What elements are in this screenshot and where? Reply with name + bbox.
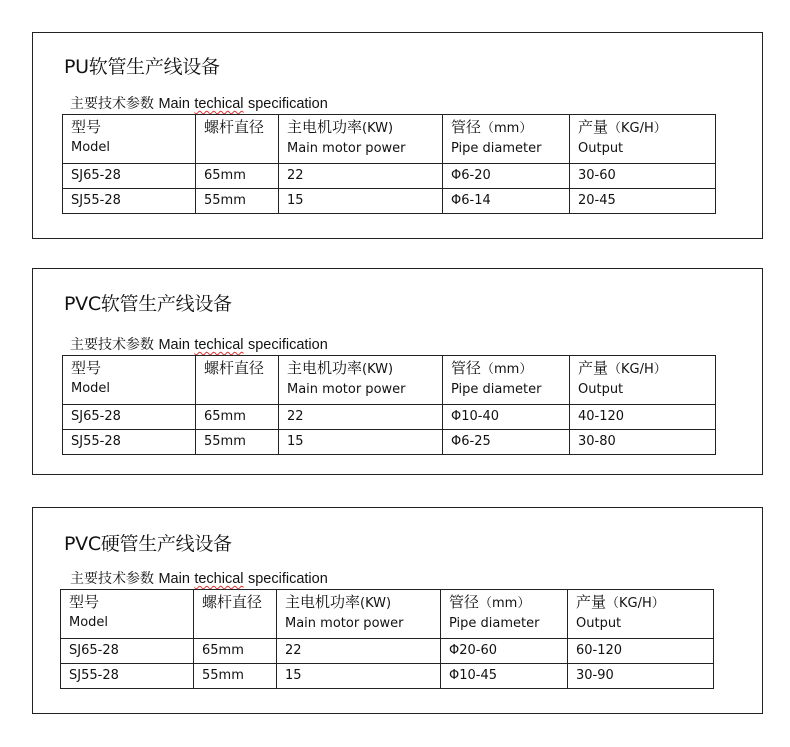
cell-output: 60-120	[568, 639, 714, 664]
header-screw-diameter: 螺杆直径	[194, 590, 277, 639]
section-subtitle	[70, 93, 328, 113]
cell-screw-diameter: 65mm	[194, 639, 277, 664]
header-model: 型号 Model	[63, 115, 196, 164]
subtitle-zh: 主要技术参数	[70, 337, 154, 353]
header-output: 产量（KG/H） Output	[568, 590, 714, 639]
subtitle-en-2: techical	[194, 571, 244, 587]
cell-screw-diameter: 55mm	[196, 189, 279, 214]
section-title: PVC硬管生产线设备	[64, 533, 232, 555]
pu-hose-line-card	[32, 32, 763, 239]
spec-table	[62, 114, 716, 214]
cell-screw-diameter: 65mm	[196, 405, 279, 430]
cell-model: SJ65-28	[63, 164, 196, 189]
spec-table	[62, 355, 716, 455]
cell-motor-power: 15	[279, 189, 443, 214]
header-model: 型号 Model	[61, 590, 194, 639]
header-motor-power: 主电机功率(KW) Main motor power	[277, 590, 441, 639]
cell-output: 30-80	[570, 430, 716, 455]
subtitle-en-3: specification	[247, 571, 328, 587]
header-pipe-diameter: 管径（mm） Pipe diameter	[443, 356, 570, 405]
cell-model: SJ65-28	[63, 405, 196, 430]
cell-output: 20-45	[570, 189, 716, 214]
header-pipe-diameter: 管径（mm） Pipe diameter	[443, 115, 570, 164]
cell-model: SJ55-28	[63, 189, 196, 214]
header-output: 产量（KG/H） Output	[570, 356, 716, 405]
subtitle-en-3: specification	[247, 96, 328, 112]
cell-model: SJ55-28	[63, 430, 196, 455]
subtitle-en-2: techical	[194, 337, 244, 353]
header-screw-diameter: 螺杆直径	[196, 356, 279, 405]
cell-pipe-diameter: Φ10-45	[441, 664, 568, 689]
header-model: 型号 Model	[63, 356, 196, 405]
cell-output: 40-120	[570, 405, 716, 430]
cell-screw-diameter: 55mm	[196, 430, 279, 455]
subtitle-en-2: techical	[194, 96, 244, 112]
subtitle-en-1: Main	[158, 571, 190, 587]
table-row	[63, 164, 716, 189]
section-title: PU软管生产线设备	[64, 56, 220, 78]
cell-motor-power: 22	[279, 405, 443, 430]
spec-table	[60, 589, 714, 689]
subtitle-zh: 主要技术参数	[70, 571, 154, 587]
subtitle-en-1: Main	[158, 96, 190, 112]
pvc-rigid-pipe-line-card	[32, 507, 763, 714]
cell-pipe-diameter: Φ10-40	[443, 405, 570, 430]
cell-motor-power: 22	[279, 164, 443, 189]
table-row	[61, 639, 714, 664]
cell-motor-power: 15	[277, 664, 441, 689]
cell-screw-diameter: 55mm	[194, 664, 277, 689]
subtitle-en-1: Main	[158, 337, 190, 353]
cell-output: 30-90	[568, 664, 714, 689]
subtitle-zh: 主要技术参数	[70, 96, 154, 112]
cell-pipe-diameter: Φ6-20	[443, 164, 570, 189]
table-row	[61, 664, 714, 689]
table-row	[63, 189, 716, 214]
table-row	[63, 405, 716, 430]
pvc-soft-hose-line-card	[32, 268, 763, 475]
cell-pipe-diameter: Φ6-14	[443, 189, 570, 214]
cell-model: SJ55-28	[61, 664, 194, 689]
header-motor-power: 主电机功率(KW) Main motor power	[279, 115, 443, 164]
header-motor-power: 主电机功率(KW) Main motor power	[279, 356, 443, 405]
cell-screw-diameter: 65mm	[196, 164, 279, 189]
cell-motor-power: 15	[279, 430, 443, 455]
header-row	[63, 356, 716, 405]
cell-output: 30-60	[570, 164, 716, 189]
header-row	[61, 590, 714, 639]
section-subtitle	[70, 568, 328, 588]
section-subtitle	[70, 334, 328, 354]
section-title: PVC软管生产线设备	[64, 293, 232, 315]
cell-motor-power: 22	[277, 639, 441, 664]
cell-pipe-diameter: Φ20-60	[441, 639, 568, 664]
table-row	[63, 430, 716, 455]
header-row	[63, 115, 716, 164]
header-screw-diameter: 螺杆直径	[196, 115, 279, 164]
cell-model: SJ65-28	[61, 639, 194, 664]
header-pipe-diameter: 管径（mm） Pipe diameter	[441, 590, 568, 639]
subtitle-en-3: specification	[247, 337, 328, 353]
cell-pipe-diameter: Φ6-25	[443, 430, 570, 455]
header-output: 产量（KG/H） Output	[570, 115, 716, 164]
